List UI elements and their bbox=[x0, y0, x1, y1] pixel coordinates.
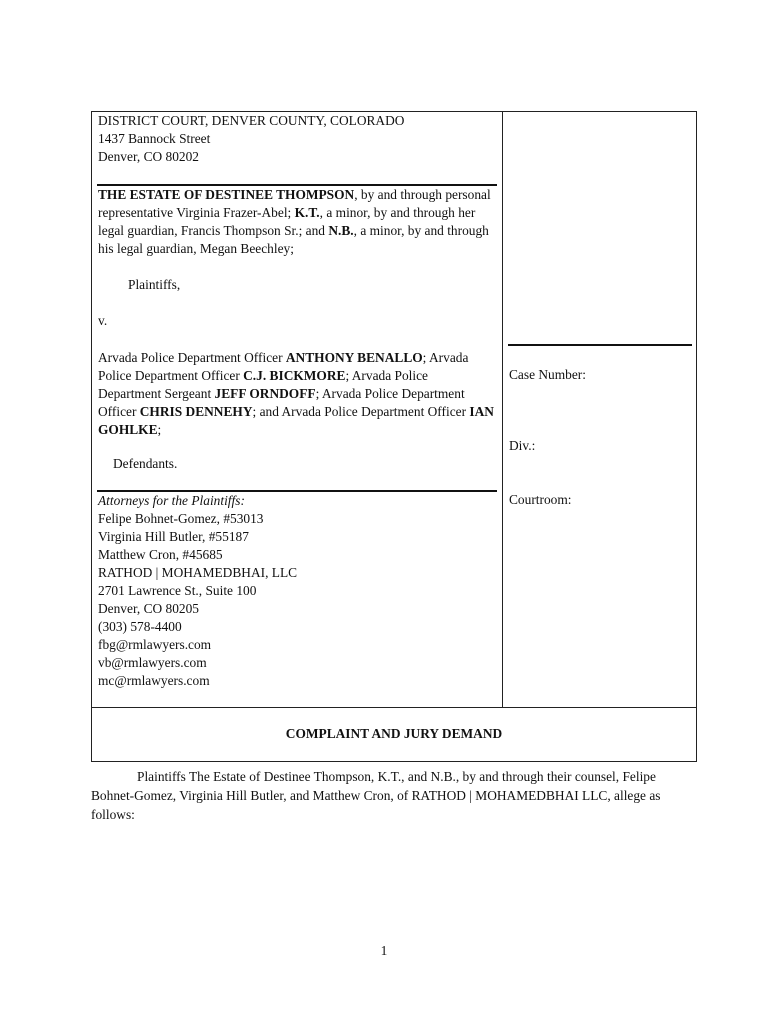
defendant-benallo: ANTHONY BENALLO bbox=[285, 350, 423, 365]
defendants-text bbox=[98, 349, 494, 439]
defendants-text-4: ; Arvada Police Department Officer bbox=[98, 386, 465, 419]
attorneys-heading bbox=[98, 492, 297, 510]
title-row bbox=[92, 707, 696, 761]
attorney-email: vb@rmlawyers.com bbox=[98, 655, 207, 670]
case-number-label: Case Number: bbox=[509, 367, 586, 382]
versus: v. bbox=[98, 313, 108, 328]
plaintiffs-text bbox=[98, 186, 494, 258]
defendant-gohlke: IAN GOHLKE bbox=[98, 404, 494, 437]
attorneys-heading-text: Attorneys for the Plaintiffs: bbox=[98, 493, 245, 508]
caption-left-column bbox=[92, 112, 503, 707]
defendants-text-2: ; Arvada Police Department Officer bbox=[98, 350, 469, 383]
law-firm-name: RATHOD | MOHAMEDBHAI, LLC bbox=[98, 565, 298, 580]
defendants-text-6: ; bbox=[157, 422, 162, 437]
plaintiff-nb: N.B. bbox=[328, 223, 354, 238]
attorneys-block bbox=[98, 492, 297, 690]
courtroom-label: Courtroom: bbox=[509, 492, 572, 507]
div-label: Div.: bbox=[509, 438, 536, 453]
document-title: COMPLAINT AND JURY DEMAND bbox=[285, 726, 503, 741]
attorney-line: Denver, CO 80205 bbox=[98, 601, 199, 616]
defendant-dennehy: CHRIS DENNEHY bbox=[139, 404, 253, 419]
intro-firm-name: RATHOD | MOHAMEDBHAI LLC bbox=[411, 788, 608, 803]
attorney-line: 2701 Lawrence St., Suite 100 bbox=[98, 583, 257, 598]
defendants-text-3: ; Arvada Police Department Sergeant bbox=[98, 368, 428, 401]
defendants-text-5: ; and Arvada Police Department Officer bbox=[252, 404, 470, 419]
plaintiffs-text-3: , a minor, by and through his legal guardian, Megan Beechley; bbox=[98, 223, 489, 256]
caption-right-column bbox=[503, 112, 697, 707]
attorney-line: Felipe Bohnet-Gomez, #53013 bbox=[98, 511, 264, 526]
defendant-orndoff: JEFF ORNDOFF bbox=[214, 386, 316, 401]
court-name: DISTRICT COURT, DENVER COUNTY, COLORADO bbox=[98, 113, 405, 128]
plaintiffs-block bbox=[98, 186, 494, 258]
attorney-phone: (303) 578-4400 bbox=[98, 619, 182, 634]
court-block bbox=[98, 112, 404, 166]
attorney-email: mc@rmlawyers.com bbox=[98, 673, 210, 688]
defendant-bickmore: C.J. BICKMORE bbox=[243, 368, 346, 383]
plaintiff-kt: K.T. bbox=[294, 205, 320, 220]
court-address-city: Denver, CO 80202 bbox=[98, 149, 199, 164]
page-number: 1 bbox=[380, 943, 388, 958]
intro-text-2: , allege as follows: bbox=[91, 788, 661, 822]
attorney-email: fbg@rmlawyers.com bbox=[98, 637, 212, 652]
intro-paragraph bbox=[91, 767, 697, 824]
plaintiffs-text-1: , by and through personal representative Virginia Frazer-Abel; bbox=[98, 187, 491, 220]
defendants-text-1: Arvada Police Department Officer bbox=[98, 350, 286, 365]
court-address-street: 1437 Bannock Street bbox=[98, 131, 211, 146]
defendants-block bbox=[98, 349, 494, 439]
plaintiffs-text-2: , a minor, by and through her legal guardian, Francis Thompson Sr.; and bbox=[98, 205, 476, 238]
attorney-line: Virginia Hill Butler, #55187 bbox=[98, 529, 249, 544]
plaintiffs-label: Plaintiffs, bbox=[128, 277, 181, 292]
attorney-line: Matthew Cron, #45685 bbox=[98, 547, 223, 562]
defendants-label: Defendants. bbox=[113, 456, 178, 471]
intro-text-1: Plaintiffs The Estate of Destinee Thompson, K.T., and N.B., by and through their counsel, Felipe Bohnet-Gomez, Virginia Hill Butler, and Matthew Cron, of bbox=[91, 769, 656, 803]
estate-name: THE ESTATE OF DESTINEE THOMPSON bbox=[98, 187, 355, 202]
case-box-rule bbox=[508, 344, 692, 346]
caption-table bbox=[91, 111, 697, 762]
